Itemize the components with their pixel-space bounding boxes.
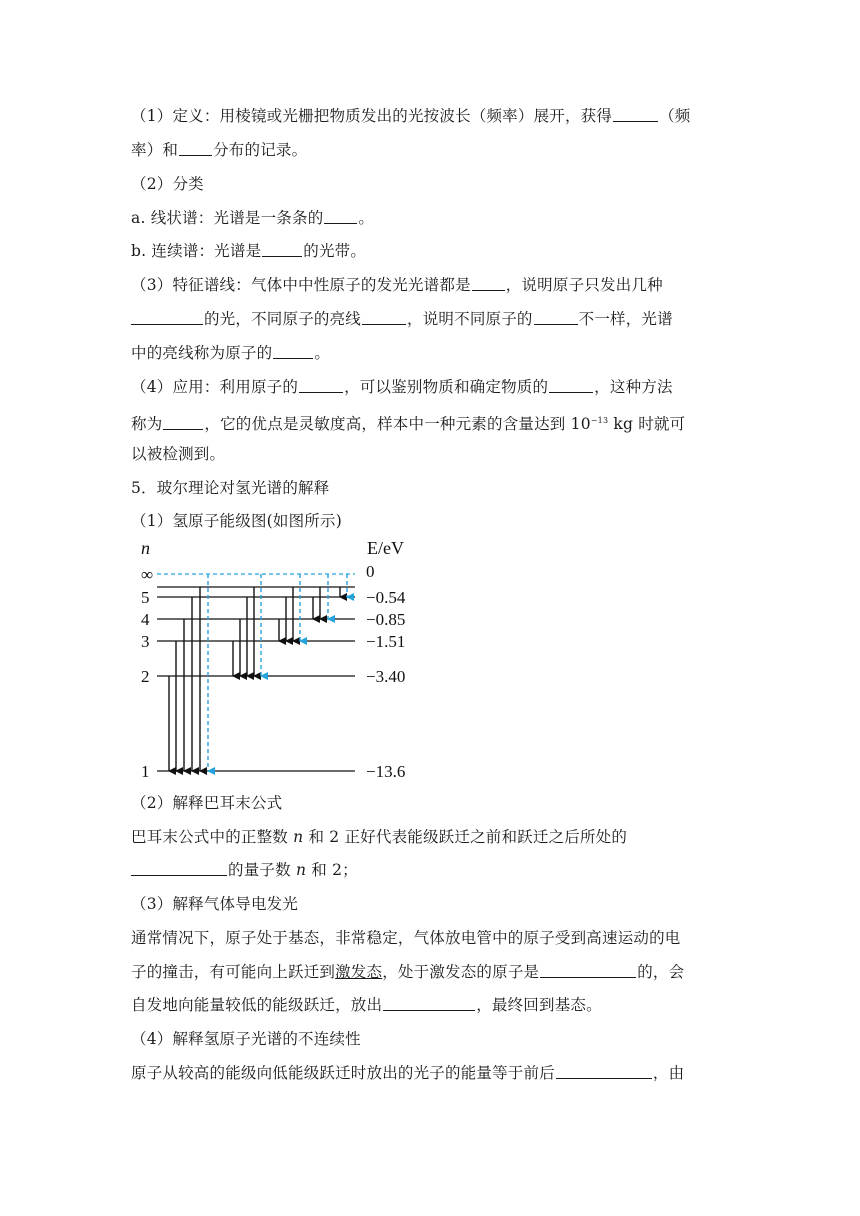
answer-blank bbox=[131, 861, 227, 876]
energy-diagram-caption: （1）氢原子能级图(如图所示) bbox=[131, 512, 342, 530]
answer-blank bbox=[324, 209, 357, 224]
level-label-energy-3: −1.51 bbox=[366, 632, 406, 651]
transition-arrows bbox=[169, 574, 347, 771]
balmer-line-1: 巴耳末公式中的正整数 n 和 2 正好代表能级跃迁之前和跃迁之后所处的 bbox=[131, 828, 628, 846]
balmer-heading: （2）解释巴耳末公式 bbox=[131, 794, 283, 812]
level-label-n-4: 2 bbox=[141, 667, 150, 686]
answer-blank bbox=[179, 141, 212, 156]
energy-levels bbox=[141, 562, 406, 781]
answer-blank bbox=[540, 963, 636, 978]
gas-discharge-line-1: 通常情况下，原子处于基态，非常稳定，气体放电管中的原子受到高速运动的电 bbox=[131, 929, 681, 947]
application-line-3: 以被检测到。 bbox=[131, 445, 226, 463]
gas-discharge-line-2: 子的撞击，有可能向上跃迁到激发态，处于激发态的原子是 的，会 bbox=[131, 963, 685, 981]
answer-blank bbox=[472, 276, 505, 291]
definition-line-1: （1）定义：用棱镜或光栅把物质发出的光按波长（频率）展开，获得 （频 bbox=[131, 107, 691, 125]
section-heading: 5．玻尔理论对氢光谱的解释 bbox=[131, 479, 330, 497]
application-line-2: 称为 ，它的优点是灵敏度高，样本中一种元素的含量达到 $10^{-13}$ kg 时就可 bbox=[131, 415, 686, 433]
definition-line-2: 率）和 分布的记录。 bbox=[131, 141, 308, 159]
characteristic-line-1: （3）特征谱线：气体中中性原子的发光光谱都是 ，说明原子只发出几种 bbox=[131, 276, 663, 294]
answer-blank bbox=[383, 996, 475, 1011]
answer-blank bbox=[163, 415, 203, 430]
classification-heading: （2）分类 bbox=[131, 175, 204, 193]
characteristic-line-2: 的光，不同原子的亮线 ，说明不同原子的 不一样，光谱 bbox=[131, 309, 673, 329]
answer-blank bbox=[534, 310, 578, 325]
level-label-n-2: 4 bbox=[141, 610, 150, 629]
energy-level-diagram bbox=[130, 536, 430, 786]
answer-blank bbox=[556, 1064, 652, 1079]
level-label-n-1: 5 bbox=[141, 588, 150, 607]
line-spectrum-line: a. 线状谱：光谱是一条条的 。 bbox=[131, 209, 375, 227]
application-line-1: （4）应用：利用原子的 ，可以鉴别物质和确定物质的 ，这种方法 bbox=[131, 378, 673, 396]
level-label-energy-2: −0.85 bbox=[366, 610, 406, 629]
level-label-energy-1: −0.54 bbox=[366, 588, 406, 607]
axis-label-energy: E/eV bbox=[367, 538, 404, 558]
level-label-n-5: 1 bbox=[141, 762, 150, 781]
continuous-spectrum-line: b. 连续谱：光谱是 的光带。 bbox=[131, 242, 367, 260]
answer-blank bbox=[299, 378, 343, 393]
balmer-line-2: 的量子数 n 和 2； bbox=[131, 860, 358, 880]
level-label-energy-4: −3.40 bbox=[366, 667, 406, 686]
gas-discharge-heading: （3）解释气体导电发光 bbox=[131, 895, 299, 913]
level-label-n-3: 3 bbox=[141, 632, 150, 651]
answer-blank bbox=[131, 310, 203, 325]
answer-blank bbox=[549, 378, 593, 393]
characteristic-line-3: 中的亮线称为原子的 。 bbox=[131, 344, 331, 362]
discontinuity-heading: （4）解释氢原子光谱的不连续性 bbox=[131, 1030, 361, 1048]
answer-blank bbox=[273, 344, 313, 359]
axis-label-n: n bbox=[141, 538, 150, 558]
level-label-n-0: ∞ bbox=[141, 565, 154, 584]
gas-discharge-line-3: 自发地向能量较低的能级跃迁，放出 ，最终回到基态。 bbox=[131, 996, 602, 1014]
answer-blank bbox=[362, 310, 406, 325]
level-label-energy-0: 0 bbox=[366, 562, 375, 581]
discontinuity-line-1: 原子从较高的能级向低能级跃迁时放出的光子的能量等于前后 ，由 bbox=[131, 1064, 685, 1082]
answer-blank bbox=[262, 242, 302, 257]
level-label-energy-5: −13.6 bbox=[366, 762, 406, 781]
answer-blank bbox=[613, 107, 658, 122]
